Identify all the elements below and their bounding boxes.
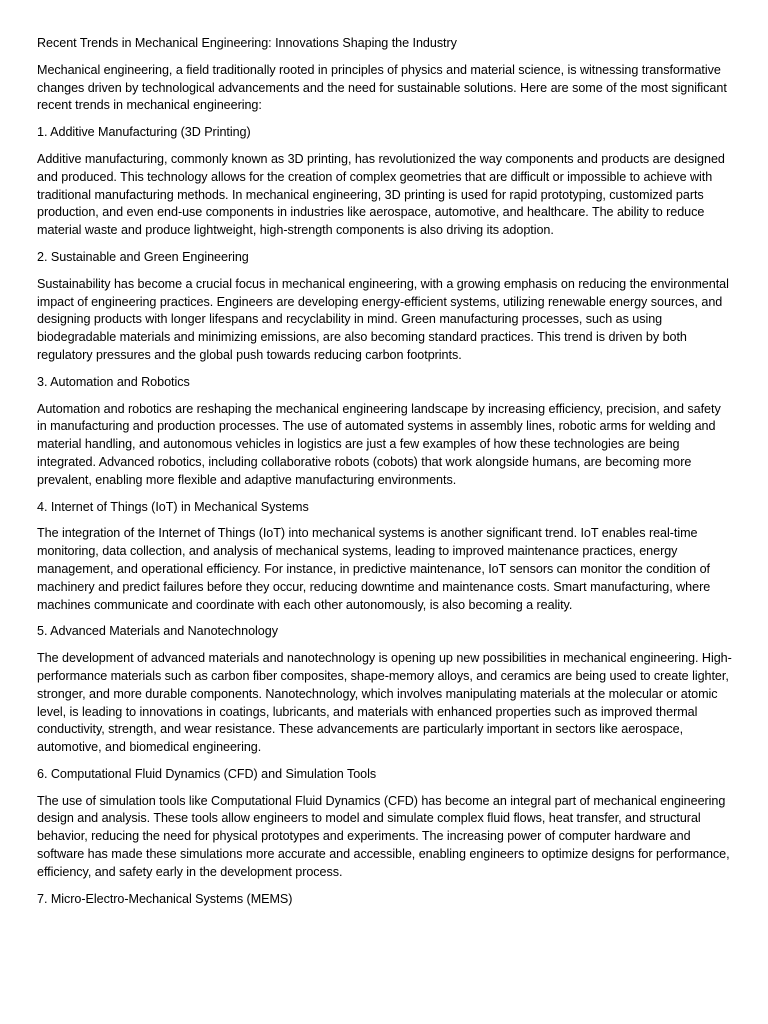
section-heading-1: 1. Additive Manufacturing (3D Printing) — [37, 125, 251, 140]
section-heading-7: 7. Micro-Electro-Mechanical Systems (MEMS) — [37, 891, 293, 906]
section-heading-5: 5. Advanced Materials and Nanotechnology — [37, 624, 278, 639]
section-heading-4: 4. Internet of Things (IoT) in Mechanical Systems — [37, 499, 309, 514]
section-body-6: The use of simulation tools like Computational Fluid Dynamics (CFD) has become an integral part of mechanical engineering design and analysis. These tools allow engineers to model and simulate complex fluid flows, heat transfer, and structural behavior, reducing the need for physical prototypes and experiments. The increasing power of computer hardware and software has made these simulations more accurate and accessible, enabling engineers to optimize designs for performance, efficiency, and safety early in the development process. — [37, 793, 730, 879]
section-body-1: Additive manufacturing, commonly known as 3D printing, has revolutionized the way components and products are designed and produced. This technology allows for the creation of complex geometries that are difficult or impossible to achieve with traditional manufacturing methods. In mechanical engineering, 3D printing is used for rapid prototyping, customized parts production, and even end-use components in industries like aerospace, automotive, and healthcare. The ability to reduce material waste and produce lightweight, high-strength components is also driving its adoption. — [37, 151, 725, 238]
section-body-2: Sustainability has become a crucial focus in mechanical engineering, with a growing emphasis on reducing the environmental impact of engineering practices. Engineers are developing energy-efficient systems, utilizing renewable energy sources, and designing products with longer lifespans and recyclability in mind. Green manufacturing processes, such as using biodegradable materials and minimizing emissions, are also becoming standard practices. This trend is driven by both regulatory pressures and the global push towards reducing carbon footprints. — [37, 276, 729, 362]
section-heading-2: 2. Sustainable and Green Engineering — [37, 249, 249, 264]
section-heading-6: 6. Computational Fluid Dynamics (CFD) and Simulation Tools — [37, 766, 377, 781]
section-body-3: Automation and robotics are reshaping the mechanical engineering landscape by increasing efficiency, precision, and safety in manufacturing and production processes. The use of automated systems in assembly lines, robotic arms for welding and material handling, and autonomous vehicles in logistics are just a few examples of how these technologies are being integrated. Advanced robotics, including collaborative robots (cobots) that work alongside humans, are becoming more prevalent, enabling more flexible and adaptive manufacturing environments. — [37, 401, 721, 487]
document-page — [37, 35, 733, 917]
section-heading-3: 3. Automation and Robotics — [37, 374, 190, 389]
section-body-5: The development of advanced materials and nanotechnology is opening up new possibilities in mechanical engineering. High-performance materials such as carbon fiber composites, shape-memory alloys, and ceramics are being used to create lighter, stronger, and more durable components. Nanotechnology, which involves manipulating materials at the molecular or atomic level, is leading to innovations in coatings, lubricants, and materials with enhanced properties such as improved thermal conductivity, strength, and wear resistance. These advancements are particularly important in sectors like aerospace, automotive, and biomedical engineering. — [37, 651, 732, 755]
document-title: Recent Trends in Mechanical Engineering: Innovations Shaping the Industry — [37, 36, 457, 50]
section-body-4: The integration of the Internet of Things (IoT) into mechanical systems is another significant trend. IoT enables real-time monitoring, data collection, and analysis of mechanical systems, leading to improved maintenance practices, energy management, and operational efficiency. For instance, in predictive maintenance, IoT sensors can monitor the condition of machinery and predict failures before they occur, reducing downtime and maintenance costs. Smart manufacturing, where machines communicate and coordinate with each other autonomously, is also becoming a reality. — [37, 526, 711, 612]
intro-paragraph: Mechanical engineering, a field traditionally rooted in principles of physics and material science, is witnessing transformative changes driven by technological advancements and the need for sustainable solutions. Here are some of the most significant recent trends in mechanical engineering: — [37, 62, 727, 113]
